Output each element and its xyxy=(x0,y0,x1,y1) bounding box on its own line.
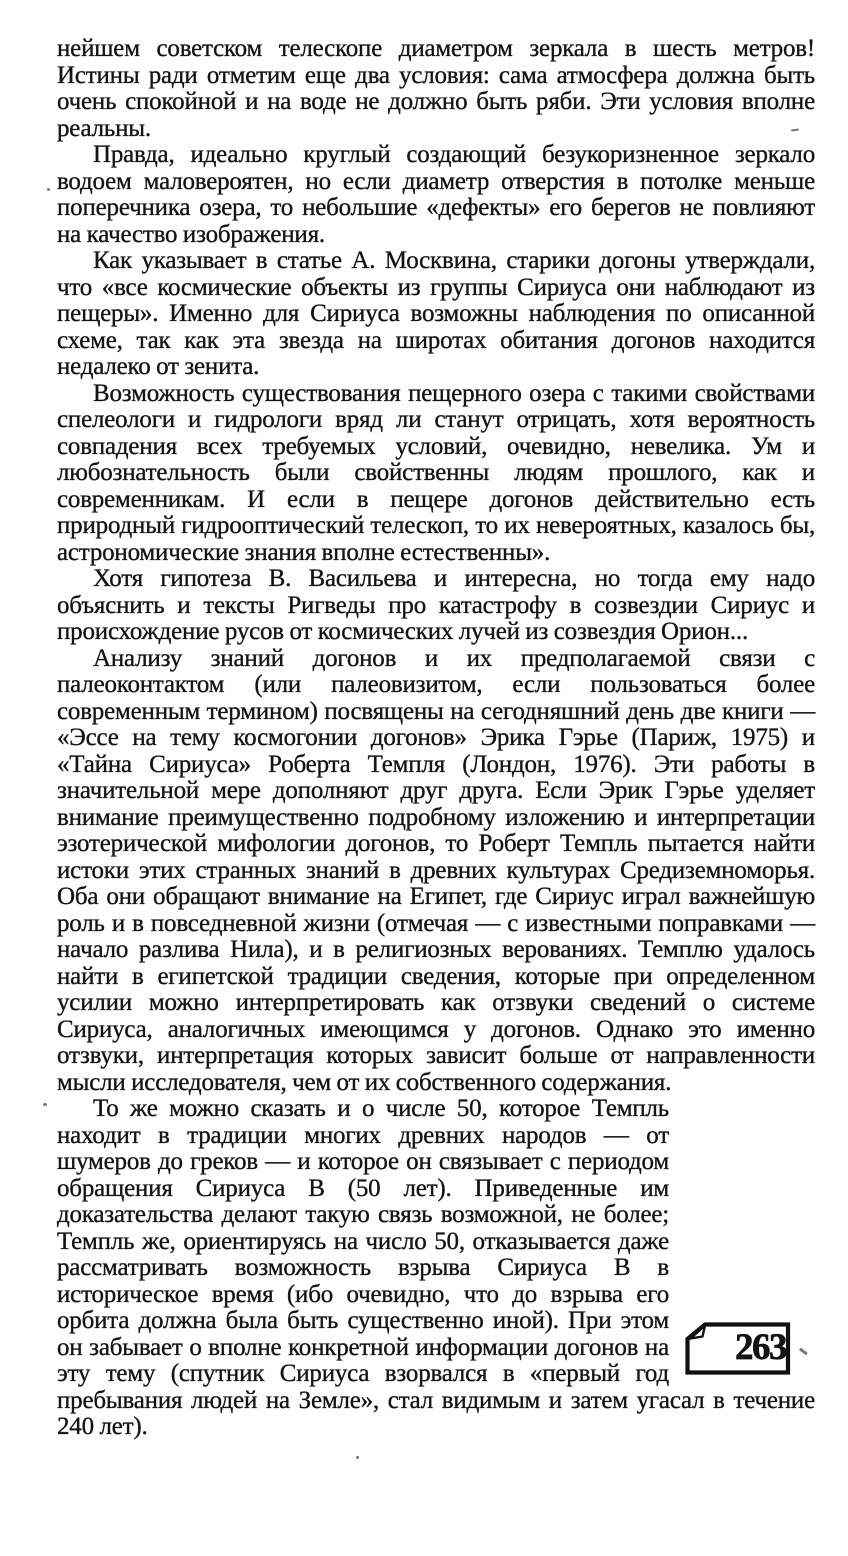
paragraph: Правда, идеально круглый создающий безукоризненное зеркало водоем маловероятен, но если диаметр отверстия в потолке меньше поперечника озера, то небольшие «дефекты» его берегов не повлияют на качество изображения. xyxy=(57,141,815,248)
paragraph: Как указывает в статье А. Москвина, старики догоны утверждали, что «все космические объекты из группы Сириуса они наблюдают из пещеры». Именно для Сириуса возможны наблюдения по описанной схеме, так как эта звезда на широтах обитания догонов находится недалеко от зенита. xyxy=(57,247,815,380)
paragraph: Возможность существования пещерного озера с такими свойствами спелеологи и гидрологи вряд ли станут отрицать, хотя вероятность совпадения всех требуемых условий, очевидно, невелика. Ум и любознательность были свойственны людям прошлого, как и современникам. И если в пещере догонов действительно есть природный гидрооптический телескоп, то их невероятных, казалось бы, астрономические знания вполне естественны». xyxy=(57,379,815,566)
paragraph: Анализу знаний догонов и их предполагаемой связи с палеоконтактом (или палеовизитом, если пользоваться более современным термином) посвящены на сегодняшний день две книги — «Эссе на тему космогонии догонов» Эрика Гэрье (Париж, 1975) и «Тайна Сириуса» Роберта Темпля (Лондон, 1976). Эти работы в значительной мере дополняют друг друга. Если Эрик Гэрье уделяет внимание преимущественно подробному изложению и интерпретации эзотерической мифологии догонов, то Роберт Темпль пытается найти истоки этих странных знаний в древних культурах Средиземноморья. Оба они обращают внимание на Египет, где Сириус играл важнейшую роль и в повседневной жизни (отмечая — с известными поправками — начало разлива Нила), и в религиозных верованиях. Темплю удалось найти в египетской традиции сведения, которые при определенном усилии можно интерпретировать как отзвуки сведений о системе Сириуса, аналогичных имеющимся у догонов. Однако это именно отзвуки, интерпретация которых зависит больше от направленности мысли исследователя, чем от их собственного содержания. xyxy=(57,644,815,1096)
paragraph xyxy=(57,1096,815,1441)
page-number-box xyxy=(685,1322,791,1375)
paragraph: нейшем советском телескопе диаметром зеркала в шесть метров! Истины ради отметим еще два условия: сама атмосфера должна быть очень спокойной и на воде не должно быть ряби. Эти условия вполне реальны. xyxy=(57,35,815,142)
paragraph-text: То же можно сказать и о числе 50, которое Темпль находит в традиции многих древних народов — от шумеров до греков — и которое он связывает с периодом обращения Сириуса В (50 лет). Приведенные им доказательства делают такую связь возможной, не более; Темпль же, ориентируясь на число 50, отказывается даже рассматривать возможность взрыва Сириуса В в историческое время (ибо очевидно, что до взрыва его орбита должна была быть существенно иной). При этом он забывает о вполне конкретной информации догонов на эту тему (спутник Сириуса взорвался в «первый год пребывания людей на Земле», стал видимым и затем угасал в течение 240 лет). xyxy=(57,1095,815,1440)
scan-speck xyxy=(356,1456,359,1459)
scan-speck xyxy=(43,1103,47,1106)
paragraph: Хотя гипотеза В. Васильева и интересна, но тогда ему надо объяснить и тексты Ригведы про катастрофу в созвездии Сириус и происхождение русов от космических лучей из созвездия Орион... xyxy=(57,565,815,645)
scan-speck xyxy=(47,188,50,191)
page-number: 263 xyxy=(735,1327,786,1369)
page-text xyxy=(57,36,815,1441)
